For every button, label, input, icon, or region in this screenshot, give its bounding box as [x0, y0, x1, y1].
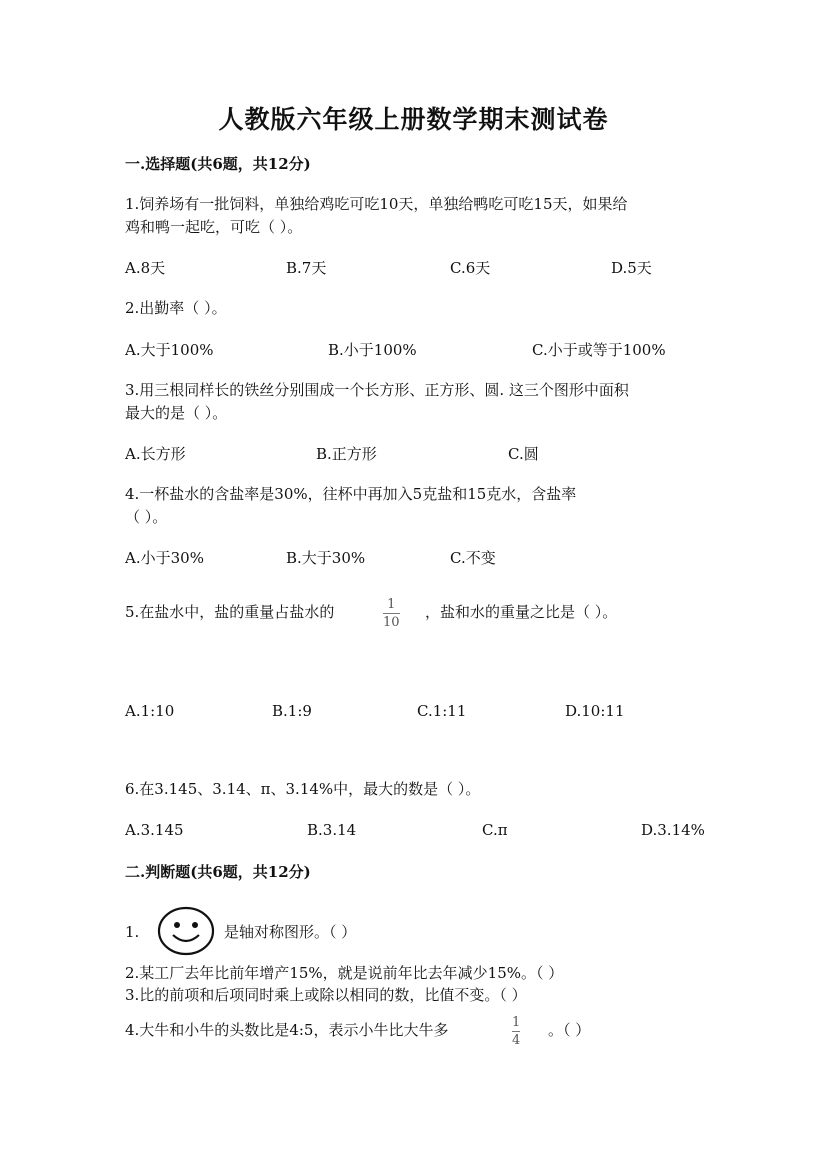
option-3c: C.圆	[508, 445, 539, 463]
option-4b: B.大于30%	[286, 549, 366, 567]
option-5b: B.1:9	[272, 702, 312, 720]
question-2: 2.出勤率（ ）。	[125, 299, 227, 317]
fraction-numerator: 1	[387, 597, 396, 612]
question-3-line2: 最大的是（ ）。	[125, 404, 228, 422]
judge-4-suffix: 。（ ）	[548, 1021, 591, 1039]
option-2a: A.大于100%	[125, 341, 214, 359]
question-1	[125, 193, 628, 239]
question-6: 6.在3.145、3.14、π、3.14%中，最大的数是（ ）。	[125, 780, 481, 798]
question-4	[125, 483, 576, 529]
fraction-one-tenth	[383, 597, 400, 630]
option-2c: C.小于或等于100%	[532, 341, 666, 359]
option-1b: B.7天	[286, 259, 327, 277]
question-3	[125, 379, 629, 425]
option-3a: A.长方形	[125, 445, 186, 463]
option-5d: D.10:11	[565, 702, 625, 720]
option-5c: C.1:11	[417, 702, 467, 720]
fraction-bar	[383, 613, 400, 614]
option-6b: B.3.14	[307, 821, 357, 839]
judge-1-number: 1.	[125, 923, 140, 941]
fraction-denominator: 10	[383, 615, 400, 630]
fraction-bar	[512, 1031, 520, 1032]
question-1-line1: 1.饲养场有一批饲料，单独给鸡吃可吃10天，单独给鸭吃可吃15天，如果给	[125, 195, 628, 213]
question-4-line1: 4.一杯盐水的含盐率是30%，往杯中再加入5克盐和15克水，含盐率	[125, 485, 577, 503]
judge-3: 3.比的前项和后项同时乘上或除以相同的数，比值不变。（ ）	[125, 986, 527, 1004]
option-6a: A.3.145	[125, 821, 184, 839]
option-5a: A.1:10	[125, 702, 175, 720]
option-3b: B.正方形	[316, 445, 377, 463]
fraction-numerator: 1	[512, 1015, 521, 1030]
fraction-one-quarter	[512, 1015, 520, 1048]
option-4c: C.不变	[450, 549, 496, 567]
option-1c: C.6天	[450, 259, 491, 277]
question-3-line1: 3.用三根同样长的铁丝分别围成一个长方形、正方形、圆. 这三个图形中面积	[125, 381, 629, 399]
option-1d: D.5天	[611, 259, 652, 277]
fraction-denominator: 4	[512, 1033, 521, 1048]
question-1-line2: 鸡和鸭一起吃，可吃（ ）。	[125, 218, 303, 236]
option-6d: D.3.14%	[641, 821, 705, 839]
question-5-prefix: 5.在盐水中，盐的重量占盐水的	[125, 603, 335, 621]
section-heading-judgement: 二.判断题(共6题，共12分)	[125, 863, 311, 881]
section-heading-choice: 一.选择题(共6题，共12分)	[125, 155, 311, 173]
question-4-line2: （ ）。	[125, 508, 168, 526]
judge-4-prefix: 4.大牛和小牛的头数比是4:5，表示小牛比大牛多	[125, 1021, 449, 1039]
option-2b: B.小于100%	[328, 341, 417, 359]
page-title: 人教版六年级上册数学期末测试卷	[218, 105, 609, 134]
option-4a: A.小于30%	[125, 549, 204, 567]
smiley-face-icon	[157, 906, 215, 956]
judge-2: 2.某工厂去年比前年增产15%，就是说前年比去年减少15%。（ ）	[125, 964, 564, 982]
option-6c: C.π	[482, 821, 508, 839]
question-5-suffix: ，盐和水的重量之比是（ ）。	[425, 603, 618, 621]
judge-1-text: 是轴对称图形。（ ）	[224, 923, 357, 941]
option-1a: A.8天	[125, 259, 166, 277]
